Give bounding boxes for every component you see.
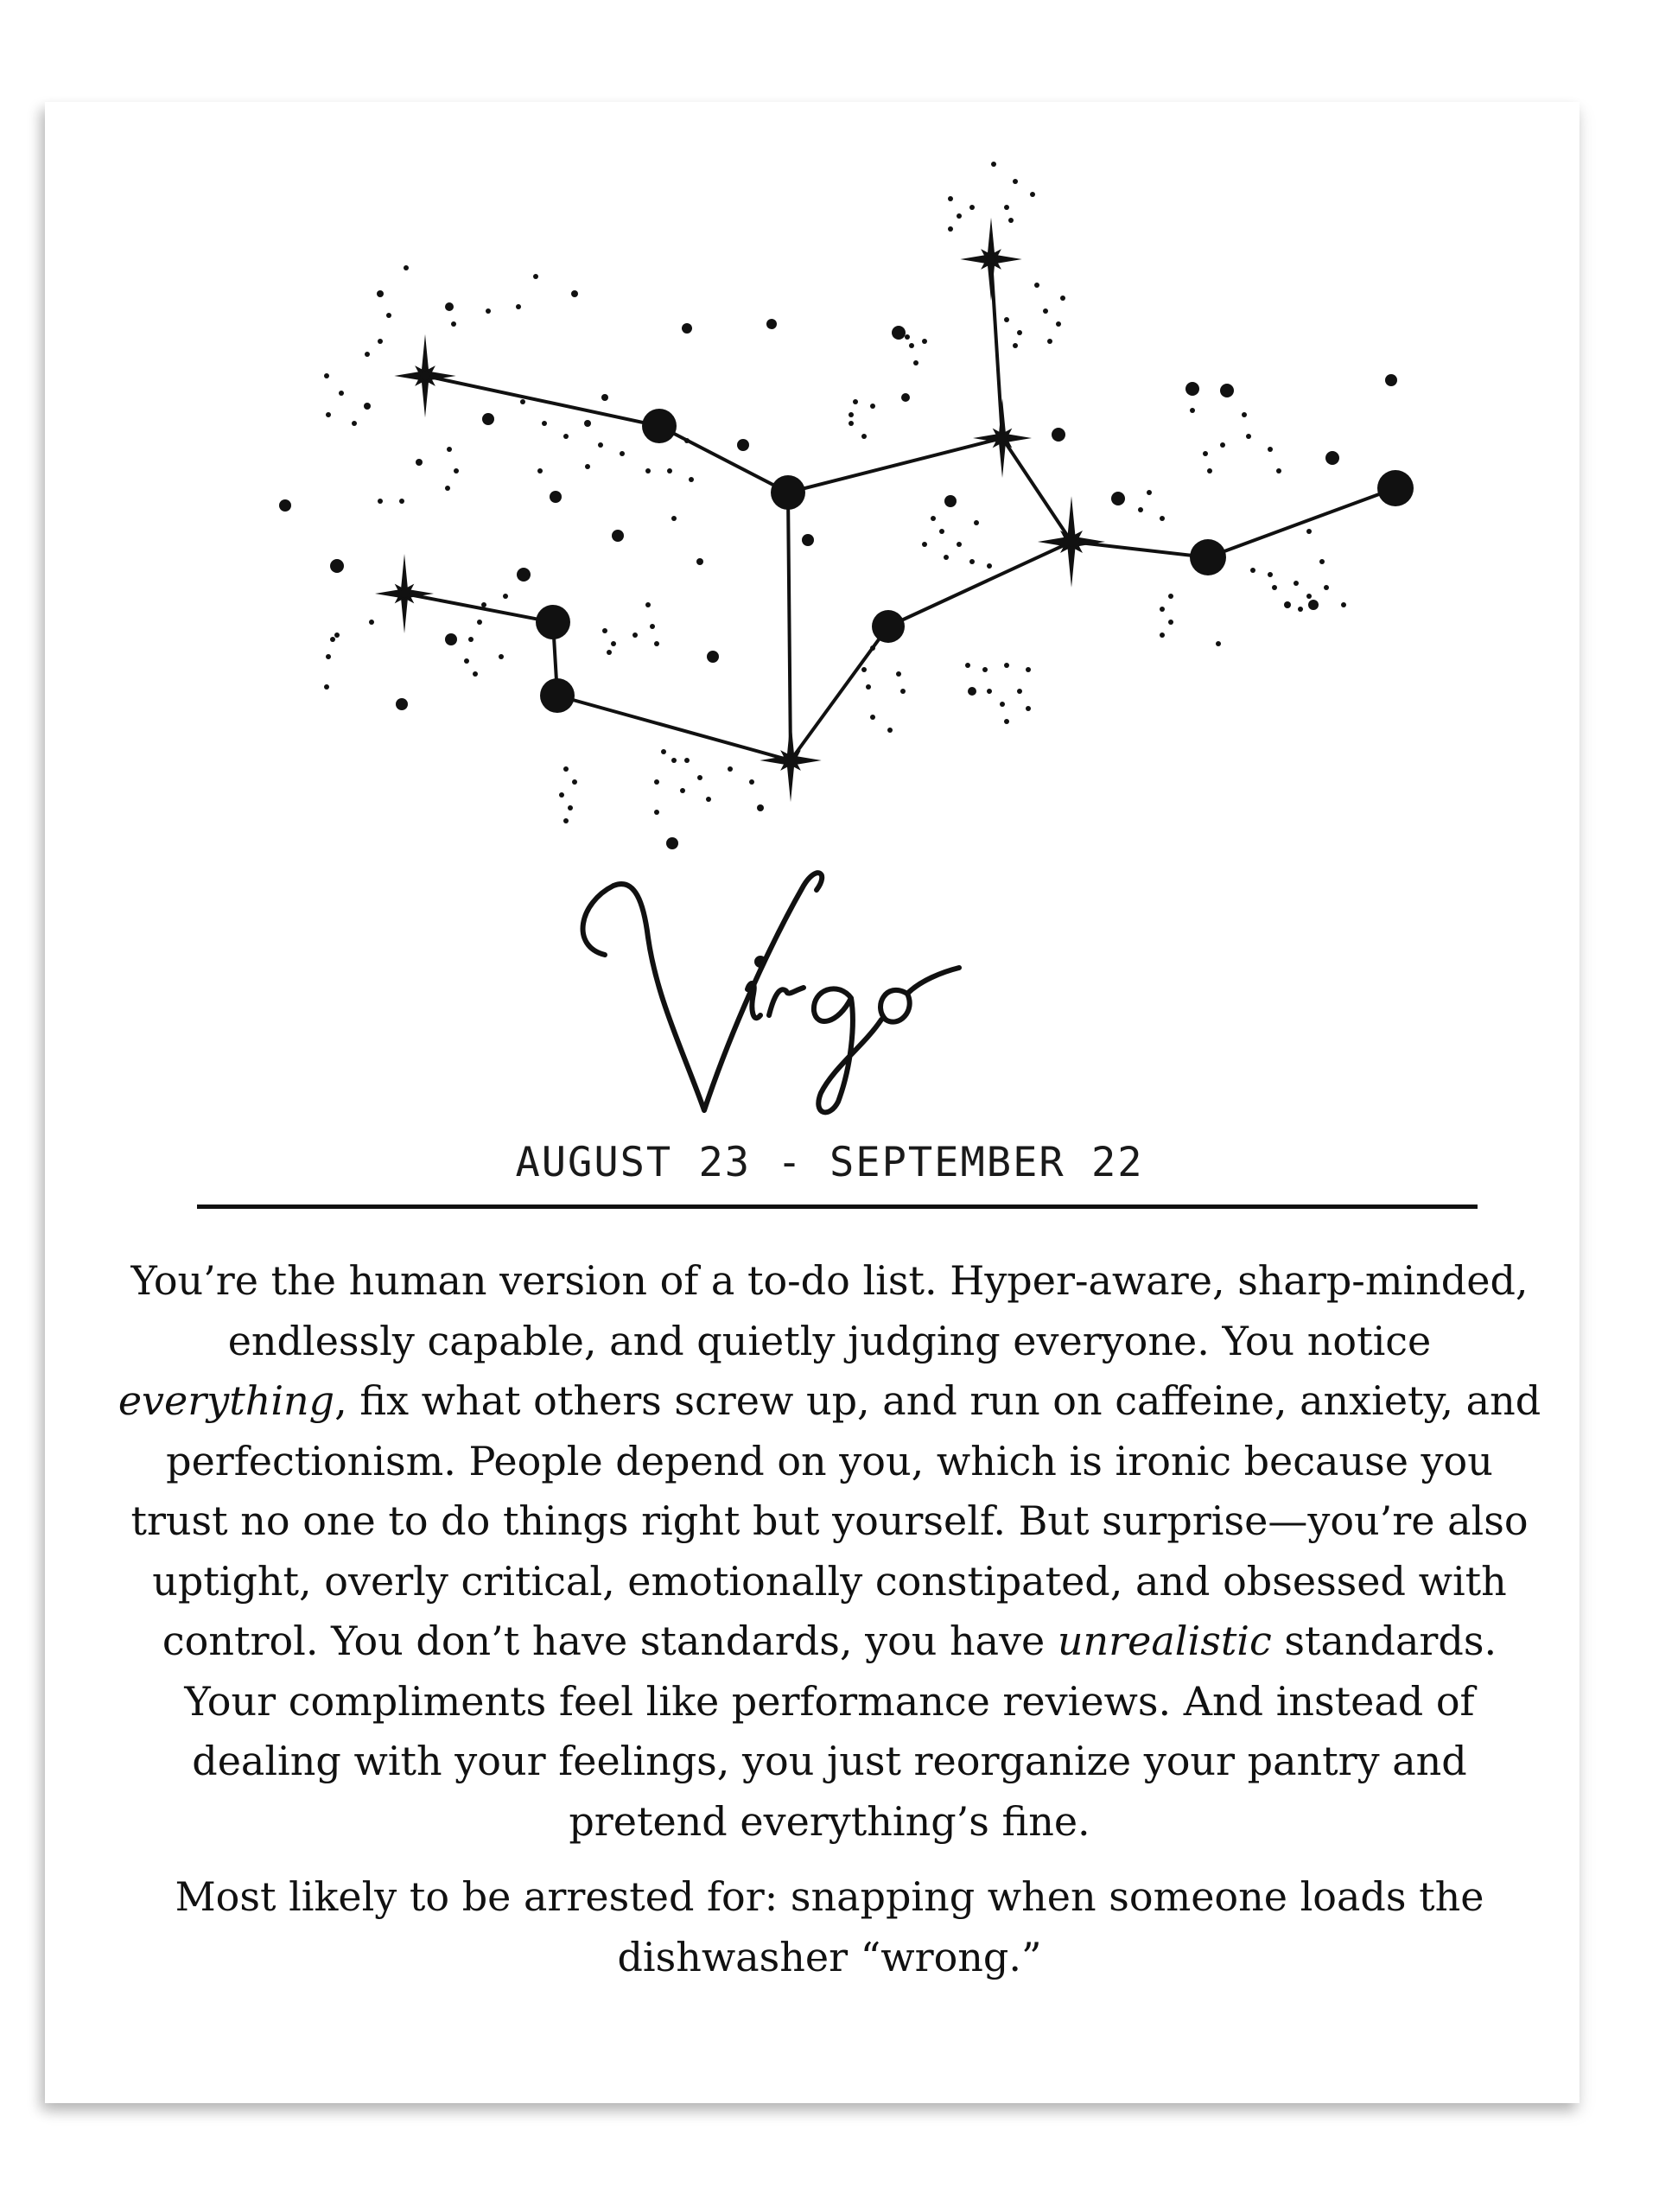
description-text-3: standards. Your compliments feel like performance reviews. And instead of dealing with your feelings, you just reorganize your pantry and pretend everything’s fine. xyxy=(184,1618,1497,1845)
description-emphasis-2: unrealistic xyxy=(1057,1618,1272,1664)
description-paragraph xyxy=(112,1251,1547,1852)
description-block xyxy=(112,1251,1547,1987)
description-text-2: , fix what others screw up, and run on caffeine, anxiety, and perfectionism. People depend on you, which is ironic because you trust no one to do things right but yourself. But surprise—you’re also uptight, overly critical, emotionally constipated, and obsessed with control. You don’t have standards, you have xyxy=(130,1377,1541,1664)
description-emphasis-1: everything xyxy=(118,1377,335,1424)
closing-line: Most likely to be arrested for: snapping when someone loads the dishwasher “wrong.” xyxy=(175,1873,1484,1980)
title-script-lettering xyxy=(553,851,1106,1136)
virgo-constellation-icon xyxy=(0,0,1659,864)
date-range: AUGUST 23 - SEPTEMBER 22 xyxy=(515,1139,1144,1186)
description-text-1: You’re the human version of a to-do list. Hyper-aware, sharp-minded, endlessly capable, and quietly judging everyone. You notice xyxy=(130,1257,1529,1364)
divider-line xyxy=(197,1205,1478,1209)
